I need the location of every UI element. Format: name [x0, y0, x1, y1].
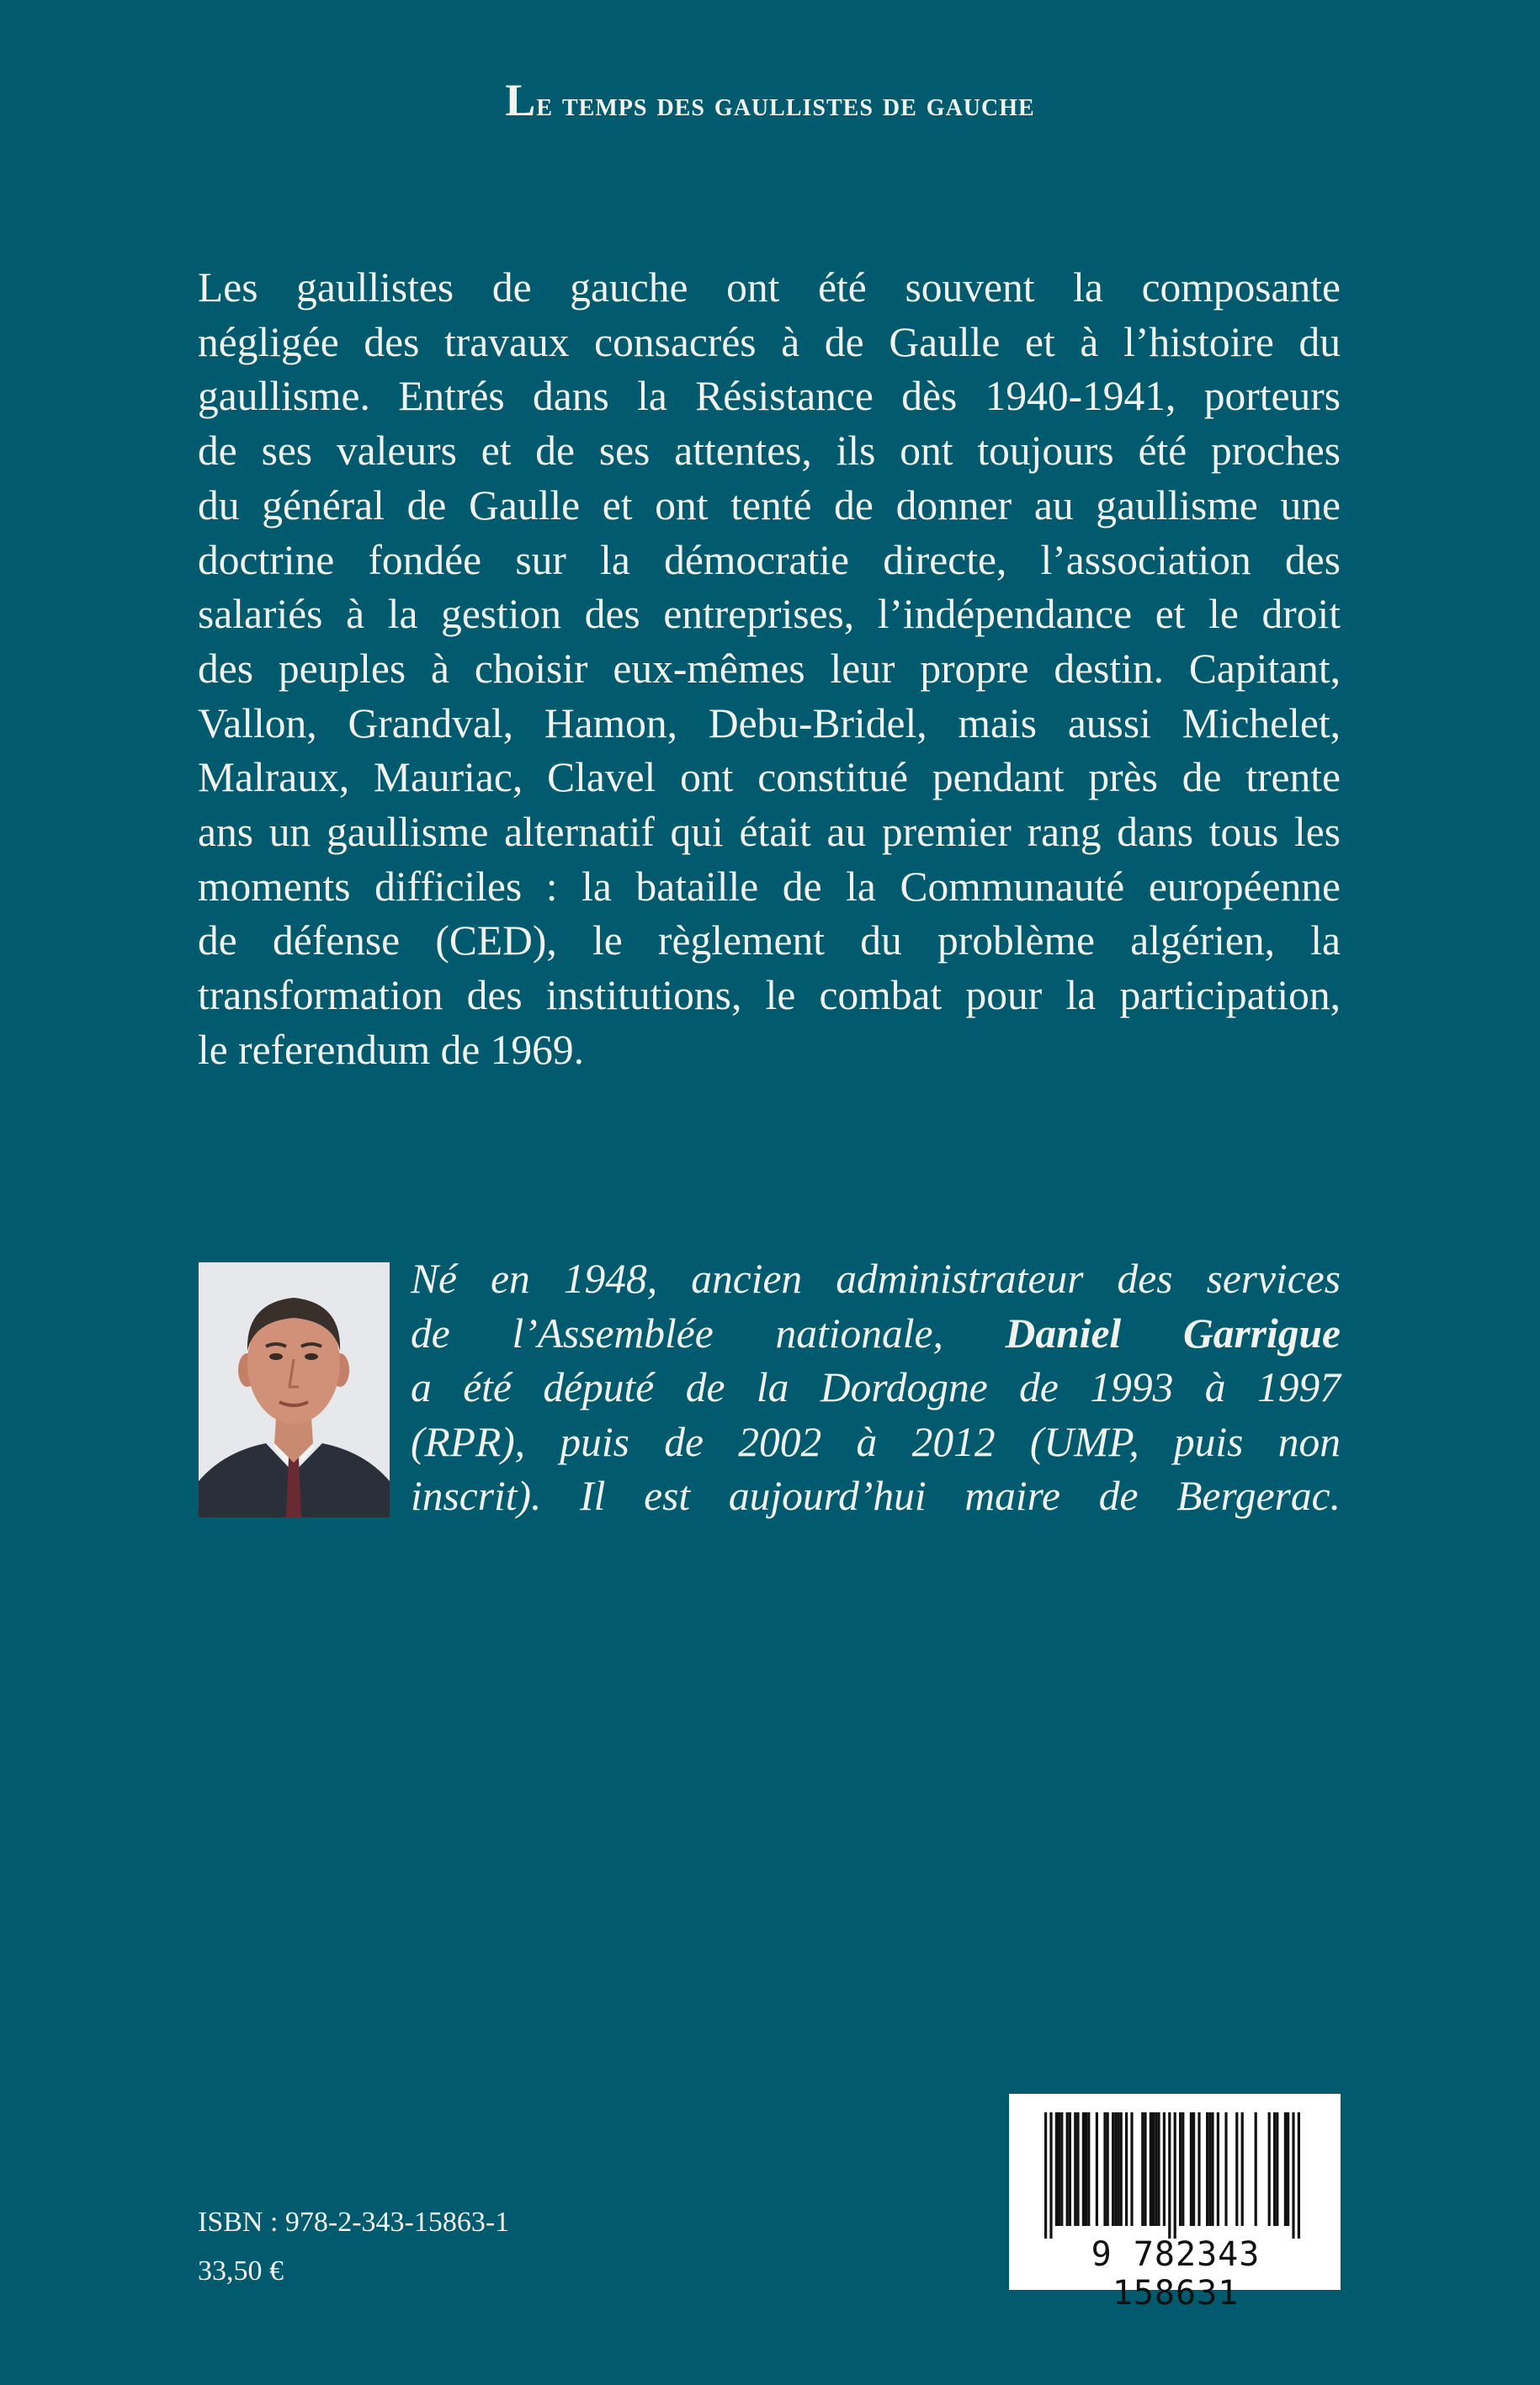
- blurb-line: doctrine fondée sur la démocratie directe, l’association des: [198, 536, 1341, 583]
- blurb-line: Les gaullistes de gauche ont été souvent la composante: [198, 264, 1341, 311]
- barcode-bar: [1217, 2112, 1219, 2226]
- barcode-bar: [1174, 2112, 1176, 2239]
- bio-line: inscrit). Il est aujourd’hui maire de Bergerac.: [411, 1473, 1341, 1519]
- author-name: Daniel Garrigue: [1005, 1309, 1341, 1357]
- barcode-bar: [1152, 2112, 1155, 2226]
- barcode-bar: [1163, 2112, 1166, 2226]
- barcode-bar: [1076, 2112, 1079, 2226]
- bio-line: a été député de la Dordogne de 1993 à 1997: [411, 1364, 1341, 1410]
- blurb-line: Malraux, Mauriac, Clavel ont constitué pendant près de trente: [198, 754, 1341, 801]
- barcode-bar: [1125, 2112, 1128, 2226]
- blurb-line: négligée des travaux consacrés à de Gaulle et à l’histoire du: [198, 318, 1341, 365]
- barcode-bar: [1284, 2112, 1287, 2226]
- title-rest: e temps des gaullistes de gauche: [536, 85, 1035, 123]
- barcode-bar: [1085, 2112, 1087, 2226]
- blurb-line: gaullisme. Entrés dans la Résistance dès 1940-1941, porteurs: [198, 373, 1341, 420]
- barcode-bar: [1155, 2112, 1157, 2226]
- barcode-bar: [1298, 2112, 1300, 2239]
- price: 33,50 €: [198, 2255, 284, 2287]
- blurb-line: le referendum de 1969.: [198, 1026, 585, 1073]
- barcode-bar: [1112, 2112, 1114, 2226]
- barcode-bar: [1060, 2112, 1063, 2226]
- barcode-bar: [1082, 2112, 1085, 2226]
- book-title: [0, 74, 1540, 126]
- barcode-bar: [1255, 2112, 1257, 2226]
- title-initial: L: [505, 75, 537, 125]
- barcode-bar: [1141, 2112, 1144, 2226]
- bio-line: Né en 1948, ancien administrateur des services: [411, 1256, 1341, 1302]
- barcode-bar: [1087, 2112, 1090, 2226]
- blurb-line: de défense (CED), le règlement du problème algérien, la: [198, 917, 1341, 964]
- barcode-bar: [1190, 2112, 1192, 2226]
- bio-line: [411, 1307, 1341, 1362]
- blurb-line: salariés à la gestion des entreprises, l’indépendance et le droit: [198, 591, 1341, 638]
- barcode-bar: [1074, 2112, 1076, 2226]
- barcode-bar: [1179, 2112, 1182, 2226]
- barcode-bar: [1069, 2112, 1071, 2226]
- author-portrait: [199, 1262, 390, 1517]
- barcode-bar: [1268, 2112, 1271, 2226]
- barcode-bar: [1168, 2112, 1171, 2239]
- barcode-bar: [1096, 2112, 1098, 2226]
- barcode-bar: [1044, 2112, 1047, 2239]
- barcode-bar: [1103, 2112, 1106, 2226]
- barcode-bar: [1287, 2112, 1289, 2226]
- barcode-bar: [1120, 2112, 1123, 2226]
- blurb-line: transformation des institutions, le combat pour la participation,: [198, 972, 1341, 1019]
- barcode-bar: [1292, 2112, 1294, 2239]
- barcode-bar: [1130, 2112, 1133, 2226]
- barcode-bar: [1235, 2112, 1238, 2226]
- barcode-bar: [1150, 2112, 1152, 2226]
- barcode-bar: [1055, 2112, 1058, 2226]
- barcode-bar: [1114, 2112, 1117, 2226]
- barcode-bar: [1192, 2112, 1195, 2226]
- author-bio: [411, 1252, 1341, 1524]
- barcode-bar: [1224, 2112, 1227, 2226]
- barcode-bar: [1117, 2112, 1119, 2226]
- barcode-bar: [1197, 2112, 1200, 2226]
- blurb-line: moments difficiles : la bataille de la Communauté européenne: [198, 863, 1341, 910]
- barcode-bar: [1157, 2112, 1160, 2226]
- blurb-line: des peuples à choisir eux-mêmes leur propre destin. Capitant,: [198, 645, 1341, 692]
- blurb-line: Vallon, Grandval, Hamon, Debu-Bridel, mais aussi Michelet,: [198, 699, 1341, 746]
- barcode-bar: [1241, 2112, 1244, 2226]
- barcode-bar: [1276, 2112, 1278, 2226]
- blurb-line: ans un gaullisme alternatif qui était au premier rang dans tous les: [198, 809, 1341, 856]
- barcode-bar: [1058, 2112, 1060, 2226]
- author-portrait-image: [199, 1262, 390, 1517]
- barcode-bar: [1066, 2112, 1069, 2226]
- barcode-bar: [1208, 2112, 1211, 2226]
- barcode-bar: [1211, 2112, 1213, 2226]
- blurb-line: du général de Gaulle et ont tenté de donner au gaullisme une: [198, 481, 1341, 529]
- bio-text: de l’Assemblée nationale,: [411, 1309, 943, 1357]
- back-cover-blurb: [198, 261, 1341, 1078]
- barcode-bar: [1273, 2112, 1276, 2226]
- barcode-bar: [1107, 2112, 1109, 2226]
- bio-line: (RPR), puis de 2002 à 2012 (UMP, puis non: [411, 1418, 1341, 1465]
- barcode-number: 9 782343 158631: [1091, 2235, 1261, 2313]
- isbn: ISBN : 978-2-343-15863-1: [198, 2207, 510, 2238]
- barcode-bar: [1144, 2112, 1146, 2226]
- blurb-line: de ses valeurs et de ses attentes, ils ont toujours été proches: [198, 428, 1341, 475]
- barcode-bar: [1206, 2112, 1208, 2226]
- barcode-bar: [1049, 2112, 1052, 2239]
- barcode-bar: [1182, 2112, 1184, 2226]
